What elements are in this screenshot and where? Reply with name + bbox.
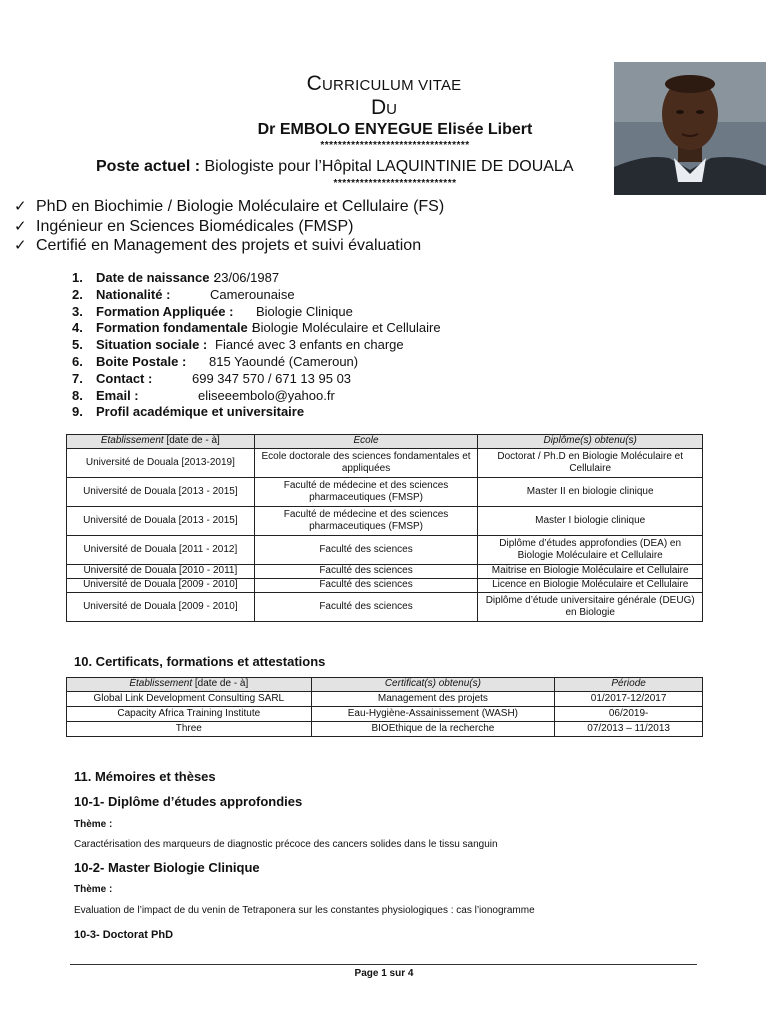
column-header — [478, 435, 703, 449]
info-label: Profil académique et universitaire — [96, 404, 305, 420]
qualification-text: PhD en Biochimie / Biologie Moléculaire et Cellulaire (FS) — [36, 198, 445, 215]
table-cell: Université de Douala [2009 - 2010] — [67, 593, 255, 622]
table-row — [67, 579, 703, 593]
info-value: 699 347 570 / 671 13 95 03 — [192, 370, 352, 386]
academic-table — [66, 434, 703, 622]
column-header — [311, 678, 555, 692]
qualifications-list — [14, 197, 444, 256]
subheading-phd: 10-3- Doctorat PhD — [74, 929, 174, 941]
table-cell: Capacity Africa Training Institute — [67, 707, 312, 722]
header-text: Établissement — [100, 435, 167, 447]
table-cell: Université de Douala [2011 - 2012] — [67, 536, 255, 565]
person-name: Dr EMBOLO ENYEGUE Elisée Libert — [257, 121, 533, 138]
email-value: eliseeembolo@yahoo.fr — [198, 387, 335, 403]
info-label: Nationalité : — [96, 286, 171, 302]
table-cell: Faculté des sciences — [254, 593, 478, 622]
column-header — [67, 435, 255, 449]
header-text: [date de - à] — [166, 435, 220, 447]
table-cell: Faculté de médecine et des sciences pharmaceutiques (FMSP) — [254, 507, 478, 536]
check-icon: ✓ — [14, 217, 27, 235]
table-cell: Management des projets — [311, 692, 555, 707]
table-row — [67, 536, 703, 565]
section-heading-theses: 11. Mémoires et thèses — [74, 769, 216, 784]
table-row — [67, 707, 703, 722]
item-number: 6. — [72, 353, 83, 369]
table-row — [67, 565, 703, 579]
info-label: Date de naissance : — [96, 270, 218, 285]
table-cell: BIOEthique de la recherche — [311, 722, 555, 737]
table-row — [67, 593, 703, 622]
column-header — [254, 435, 478, 449]
separator-stars-2: **************************** — [333, 178, 457, 189]
table-cell: Three — [67, 722, 312, 737]
item-number: 2. — [72, 286, 83, 302]
item-number: 3. — [72, 303, 83, 319]
header-text: Établissement — [129, 678, 195, 690]
info-label: Contact : — [96, 370, 153, 386]
info-label: Boite Postale : — [96, 353, 187, 369]
separator-stars: ********************************** — [320, 140, 470, 151]
info-label: Formation fondamentale : — [96, 320, 256, 336]
position-value: Biologiste pour l’Hôpital LAQUINTINIE DE DOUALA — [200, 158, 574, 175]
table-cell: Université de Douala [2013 - 2015] — [67, 478, 255, 507]
certificates-table — [66, 677, 703, 737]
table-cell: Faculté des sciences — [254, 565, 478, 579]
item-number: 1. — [72, 270, 83, 285]
info-value: 815 Yaoundé (Cameroun) — [209, 353, 359, 369]
table-cell: Université de Douala [2010 - 2011] — [67, 565, 255, 579]
header-text: Certificat(s) obtenu(s) — [384, 678, 481, 690]
theme-text: Caractérisation des marqueurs de diagnostic précoce des cancers solides dans le tissu sanguin — [74, 839, 498, 850]
du-rest: U — [386, 101, 397, 118]
theme-label: Thème : — [74, 884, 113, 895]
du-initial: D — [370, 96, 387, 119]
table-cell: Master II en biologie clinique — [478, 478, 703, 507]
item-number: 9. — [72, 404, 83, 420]
item-number: 8. — [72, 387, 83, 403]
table-cell: Diplôme d’étude universitaire générale (DEUG) en Biologie — [478, 593, 703, 622]
title-initial: C — [306, 72, 322, 95]
table-cell: Diplôme d’études approfondies (DEA) en Biologie Moléculaire et Cellulaire — [478, 536, 703, 565]
table-cell: Université de Douala [2013 - 2015] — [67, 507, 255, 536]
info-label: Situation sociale : — [96, 337, 208, 353]
table-cell: Faculté des sciences — [254, 536, 478, 565]
list-item — [14, 236, 444, 256]
header-text: Période — [611, 678, 646, 690]
list-item — [14, 217, 444, 237]
table-row — [67, 722, 703, 737]
theme-label: Thème : — [74, 819, 113, 830]
table-row — [67, 478, 703, 507]
header-text: [date de - à] — [194, 678, 249, 690]
table-cell: Faculté de médecine et des sciences pharmaceutiques (FMSP) — [254, 478, 478, 507]
info-value: Fiancé avec 3 enfants en charge — [215, 337, 404, 353]
subheading-dea: 10-1- Diplôme d’études approfondies — [74, 794, 303, 809]
item-number: 5. — [72, 337, 83, 353]
table-cell: 06/2019- — [555, 707, 703, 722]
table-cell: Eau-Hygiène-Assainissement (WASH) — [311, 707, 555, 722]
table-cell: Doctorat / Ph.D en Biologie Moléculaire et Cellulaire — [478, 449, 703, 478]
info-label: Email : — [96, 387, 139, 403]
column-header — [555, 678, 703, 692]
header-text: Ecole — [353, 435, 379, 447]
page-number: Page 1 sur 4 — [354, 968, 414, 979]
footer-divider — [70, 964, 697, 965]
info-label: Formation Appliquée : — [96, 303, 234, 319]
table-cell: Master I biologie clinique — [478, 507, 703, 536]
title-rest: URRICULUM VITAE — [321, 77, 462, 94]
qualification-text: Certifié en Management des projets et suivi évaluation — [36, 237, 422, 254]
subheading-master: 10-2- Master Biologie Clinique — [74, 860, 260, 875]
info-value: Biologie Clinique — [256, 303, 353, 319]
table-header-row — [67, 678, 703, 692]
table-cell: Ecole doctorale des sciences fondamentales et appliquées — [254, 449, 478, 478]
table-cell: Université de Douala [2013-2019] — [67, 449, 255, 478]
table-row — [67, 692, 703, 707]
table-cell: Université de Douala [2009 - 2010] — [67, 579, 255, 593]
qualification-text: Ingénieur en Sciences Biomédicales (FMSP) — [36, 217, 354, 235]
check-icon: ✓ — [14, 198, 27, 215]
info-value: Biologie Moléculaire et Cellulaire — [252, 320, 441, 336]
current-position — [96, 158, 574, 176]
table-cell: Global Link Development Consulting SARL — [67, 692, 312, 707]
item-number: 4. — [72, 320, 83, 336]
header-text: Diplôme(s) obtenu(s) — [543, 435, 637, 447]
table-cell: 01/2017-12/2017 — [555, 692, 703, 707]
check-icon: ✓ — [14, 237, 27, 254]
table-header-row — [67, 435, 703, 449]
column-header — [67, 678, 312, 692]
table-cell: Faculté des sciences — [254, 579, 478, 593]
table-cell: Maitrise en Biologie Moléculaire et Cellulaire — [478, 565, 703, 579]
position-label: Poste actuel : — [96, 158, 201, 175]
theme-text: Evaluation de l’impact de du venin de Tetraponera sur les constantes physiologiques : cas l’ionogramme — [74, 905, 535, 916]
list-item — [14, 197, 444, 217]
table-row — [67, 449, 703, 478]
item-number: 7. — [72, 370, 83, 386]
section-heading-certificates: 10. Certificats, formations et attestations — [74, 654, 326, 669]
table-row — [67, 507, 703, 536]
table-cell: 07/2013 – 11/2013 — [555, 722, 703, 737]
info-value: 23/06/1987 — [214, 270, 280, 285]
info-value: Camerounaise — [210, 286, 295, 302]
table-cell: Licence en Biologie Moléculaire et Cellulaire — [478, 579, 703, 593]
profile-photo — [614, 62, 766, 195]
